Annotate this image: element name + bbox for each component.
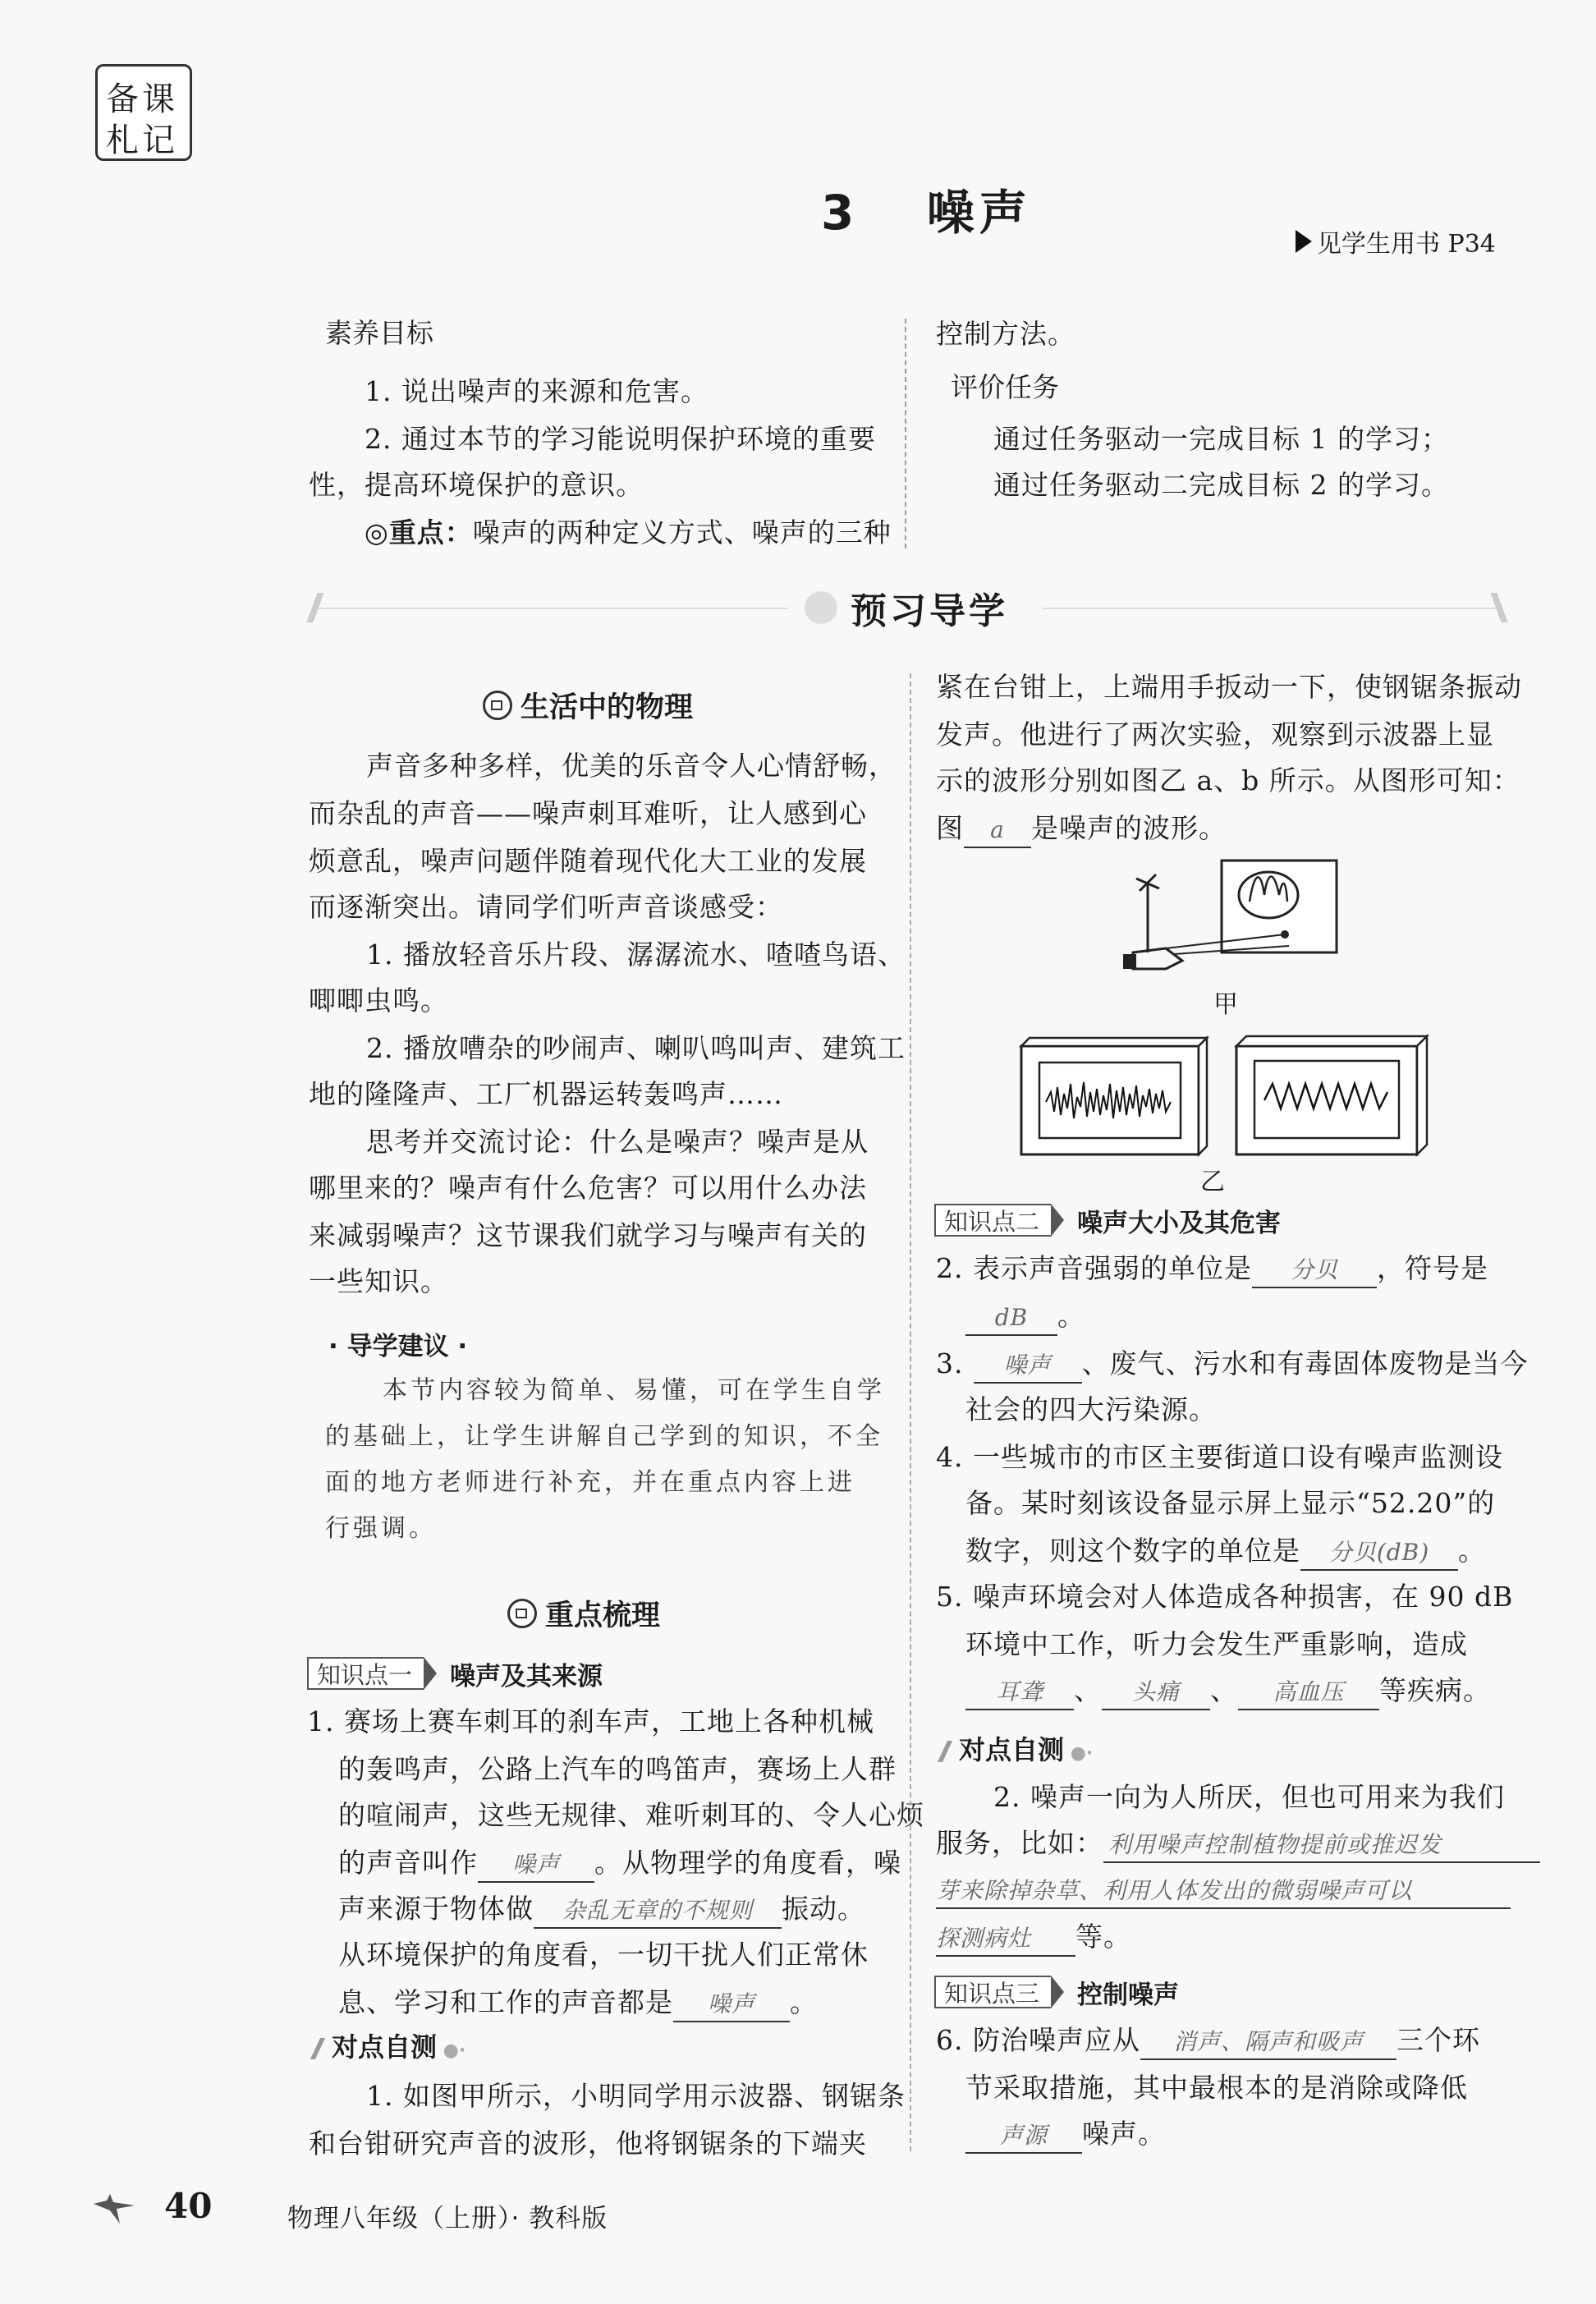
- t1-answer: a: [964, 814, 1031, 848]
- q2-answer-2: dB: [965, 1301, 1057, 1336]
- q1-answer-1: 噪声: [478, 1848, 594, 1883]
- key-point: [365, 509, 892, 557]
- q3-line-2: 社会的四大污染源。: [965, 1393, 1217, 1425]
- q3-line-1: 3. 噪声 、废气、污水和有毒固体废物是当今: [936, 1340, 1529, 1388]
- q4-line-2: 备。某时刻该设备显示屏上显示“52.20”的: [965, 1487, 1496, 1519]
- t2-line-4: 探测病灶 等。: [936, 1913, 1131, 1961]
- figure-yi: [1016, 1033, 1435, 1161]
- book-icon: [483, 691, 512, 720]
- life-line-3: 烦意乱，噪声问题伴随着现代化大工业的发展: [309, 845, 867, 877]
- q6-line-2: 节采取措施，其中最根本的是消除或降低: [965, 2072, 1468, 2104]
- kp2-arrow-icon: [1051, 1204, 1064, 1237]
- q4-line-3: 数字，则这个数字的单位是 分贝(dB) 。: [965, 1527, 1486, 1575]
- goal-item-1: 1. 说出噪声的来源和危害。: [365, 375, 709, 407]
- kp2-label: 知识点二: [934, 1204, 1051, 1237]
- q1-line-5: 声来源于物体做 杂乱无章的不规则 振动。: [338, 1885, 865, 1933]
- kp1-title: 噪声及其来源: [450, 1661, 603, 1691]
- q5-answer-3: 高血压: [1238, 1676, 1379, 1710]
- guide-line-2: 的基础上，让学生讲解自己学到的知识，不全: [325, 1422, 883, 1451]
- pencil-icon-2: [938, 1741, 952, 1762]
- eval-item-1: 通过任务驱动一完成目标 1 的学习；: [993, 423, 1449, 455]
- title-number: 3: [821, 185, 860, 241]
- q5-line-3: 耳聋 、 头痛 、 高血压 等疾病。: [965, 1667, 1491, 1714]
- figure-jia: [1117, 854, 1346, 977]
- list-icon: [507, 1599, 537, 1628]
- t1-line-6: 图 a 是噪声的波形。: [936, 805, 1227, 852]
- t2-answer-1: 利用噪声控制植物提前或推迟发: [1103, 1829, 1540, 1863]
- eval-heading: 评价任务: [951, 371, 1059, 403]
- t1-line-2: 和台钳研究声音的波形，他将钢锯条的下端夹: [309, 2127, 867, 2159]
- life-line-12: 一些知识。: [309, 1265, 448, 1297]
- kp1-label: 知识点一: [307, 1657, 424, 1690]
- t2-line-1: 2. 噪声一向为人所厌，但也可用来为我们: [993, 1781, 1505, 1813]
- key-label: ◎重点：: [365, 516, 473, 548]
- dots-icon-2: ●·: [1064, 1743, 1094, 1764]
- goal-item-2-line2: 性，提高环境保护的意识。: [309, 469, 644, 501]
- life-line-4: 而逐渐突出。请同学们听声音谈感受：: [309, 891, 783, 923]
- q6-line-3: 声源 噪声。: [965, 2110, 1166, 2158]
- reference-text: 见学生用书 P34: [1317, 230, 1496, 259]
- page-number: 40: [164, 2186, 213, 2226]
- life-line-2: 而杂乱的声音——噪声刺耳难听，让人感到心: [309, 797, 867, 829]
- q2-answer-1: 分贝: [1252, 1254, 1377, 1288]
- preview-icon: [805, 591, 837, 624]
- t2-answer-2: 芽来除掉杂草、利用人体发出的微弱噪声可以: [936, 1875, 1511, 1909]
- pencil-icon: [310, 2038, 325, 2059]
- q6-line-1: 6. 防治噪声应从 消声、隔声和吸声 三个环: [936, 2017, 1480, 2064]
- key-line1: 噪声的两种定义方式、噪声的三种: [472, 516, 892, 548]
- vise-icon: [1123, 954, 1136, 969]
- selftest-2-heading: 对点自测 ●·: [942, 1729, 1093, 1767]
- title-text: 噪声: [926, 185, 1032, 241]
- stamp-line2: 札记: [106, 122, 178, 159]
- q1-line-1: 1. 赛场上赛车刺耳的刹车声，工地上各种机械: [307, 1705, 874, 1737]
- q6-answer-2: 声源: [965, 2119, 1082, 2154]
- preview-banner: [805, 581, 1008, 634]
- q5-line-1: 5. 噪声环境会对人体造成各种损害，在 90 dB: [936, 1581, 1514, 1613]
- life-line-7: 2. 播放嘈杂的吵闹声、喇叭鸣叫声、建筑工: [366, 1032, 906, 1064]
- page-title: [821, 174, 1032, 243]
- eval-item-2: 通过任务驱动二完成目标 2 的学习。: [993, 469, 1449, 501]
- q1-answer-2: 杂乱无章的不规则: [534, 1894, 782, 1929]
- dots-icon: ●·: [437, 2040, 466, 2061]
- kp3-label: 知识点三: [934, 1976, 1051, 2008]
- figure-jia-label: 甲: [1213, 990, 1238, 1019]
- goals-heading: 素养目标: [325, 317, 433, 349]
- notes-stamp: [95, 64, 192, 161]
- q2-line-1: 2. 表示声音强弱的单位是 分贝 ，符号是: [936, 1245, 1488, 1292]
- q4-line-1: 4. 一些城市的市区主要街道口设有噪声监测设: [936, 1441, 1503, 1473]
- t2-line-2: 服务，比如： 利用噪声控制植物提前或推迟发: [936, 1820, 1540, 1867]
- q5-answer-2: 头痛: [1102, 1676, 1210, 1710]
- key-points-heading: 重点梳理: [507, 1593, 660, 1634]
- column-divider: [910, 673, 911, 2151]
- life-line-5: 1. 播放轻音乐片段、潺潺流水、喳喳鸟语、: [366, 939, 906, 971]
- q1-line-2: 的轰鸣声，公路上汽车的鸣笛声，赛场上人群: [338, 1753, 897, 1785]
- play-icon: [1296, 230, 1312, 253]
- t2-answer-3: 探测病灶: [936, 1922, 1075, 1957]
- preview-heading: 预习导学: [851, 590, 1008, 632]
- q1-line-4: 的声音叫作 噪声 。从物理学的角度看，噪: [338, 1839, 901, 1887]
- oscilloscope-a: [1021, 1038, 1207, 1154]
- q4-answer: 分贝(dB): [1300, 1536, 1458, 1571]
- kp1-arrow-icon: [424, 1657, 437, 1690]
- q1-line-3: 的喧闹声，这些无规律、难听刺耳的、令人心烦: [338, 1799, 924, 1831]
- life-line-6: 唧唧虫鸣。: [309, 984, 448, 1017]
- goal-item-2-line1: 2. 通过本节的学习能说明保护环境的重要: [365, 423, 876, 455]
- q3-answer: 噪声: [974, 1349, 1082, 1384]
- guide-line-3: 面的地方老师进行补充，并在重点内容上进: [325, 1468, 855, 1497]
- life-line-1: 声音多种多样，优美的乐音令人心情舒畅，: [366, 750, 897, 782]
- selftest-1-heading: 对点自测 ●·: [315, 2026, 466, 2064]
- q5-line-2: 环境中工作，听力会发生严重影响，造成: [965, 1628, 1468, 1660]
- guide-line-1: 本节内容较为简单、易懂，可在学生自学: [383, 1376, 885, 1405]
- q1-line-6: 从环境保护的角度看，一切干扰人们正常休: [338, 1939, 869, 1971]
- guide-line-4: 行强调。: [325, 1514, 437, 1543]
- preview-banner-line-left: [312, 608, 788, 609]
- preview-banner-line-right: [1043, 608, 1502, 609]
- t1-line-5: 示的波形分别如图乙 a、b 所示。从图形可知：: [936, 764, 1520, 796]
- figure-yi-label: 乙: [1200, 1168, 1225, 1196]
- kp2-title: 噪声大小及其危害: [1077, 1208, 1282, 1238]
- t1-line-1: 1. 如图甲所示，小明同学用示波器、钢锯条: [366, 2080, 906, 2112]
- goals-divider: [905, 319, 906, 548]
- life-physics-heading: 生活中的物理: [483, 685, 693, 726]
- stamp-line1: 备课: [106, 80, 178, 118]
- life-line-9: 思考并交流讨论：什么是噪声？噪声是从: [366, 1126, 869, 1158]
- kp3-tag: [934, 1976, 1179, 2008]
- q1-line-7: 息、学习和工作的声音都是 噪声 。: [338, 1979, 818, 2026]
- book-title: 物理八年级（上册）· 教科版: [287, 2204, 608, 2233]
- life-line-8: 地的隆隆声、工厂机器运转轰鸣声……: [309, 1078, 783, 1110]
- guide-heading: · 导学建议 ·: [328, 1332, 468, 1361]
- t1-line-3: 紧在台钳上，上端用手扳动一下，使钢锯条振动: [936, 671, 1522, 703]
- kp3-arrow-icon: [1051, 1976, 1064, 2008]
- kp2-tag: [934, 1204, 1281, 1237]
- oscilloscope-b: [1236, 1036, 1427, 1154]
- key-line2: 控制方法。: [936, 318, 1075, 350]
- footer-ornament-icon: [92, 2192, 136, 2225]
- life-line-10: 哪里来的？噪声有什么危害？可以用什么办法: [309, 1172, 867, 1204]
- t1-line-4: 发声。他进行了两次实验，观察到示波器上显: [936, 718, 1494, 750]
- kp3-title: 控制噪声: [1077, 1980, 1180, 2010]
- q5-answer-1: 耳聋: [965, 1676, 1074, 1710]
- q6-answer-1: 消声、隔声和吸声: [1140, 2026, 1396, 2060]
- q2-line-2: dB 。: [965, 1292, 1085, 1340]
- life-line-11: 来减弱噪声？这节课我们就学习与噪声有关的: [309, 1219, 867, 1251]
- t2-line-3: [936, 1866, 1511, 1913]
- kp1-tag: [307, 1657, 603, 1690]
- q1-answer-3: 噪声: [673, 1988, 790, 2022]
- book-reference: [1296, 223, 1496, 259]
